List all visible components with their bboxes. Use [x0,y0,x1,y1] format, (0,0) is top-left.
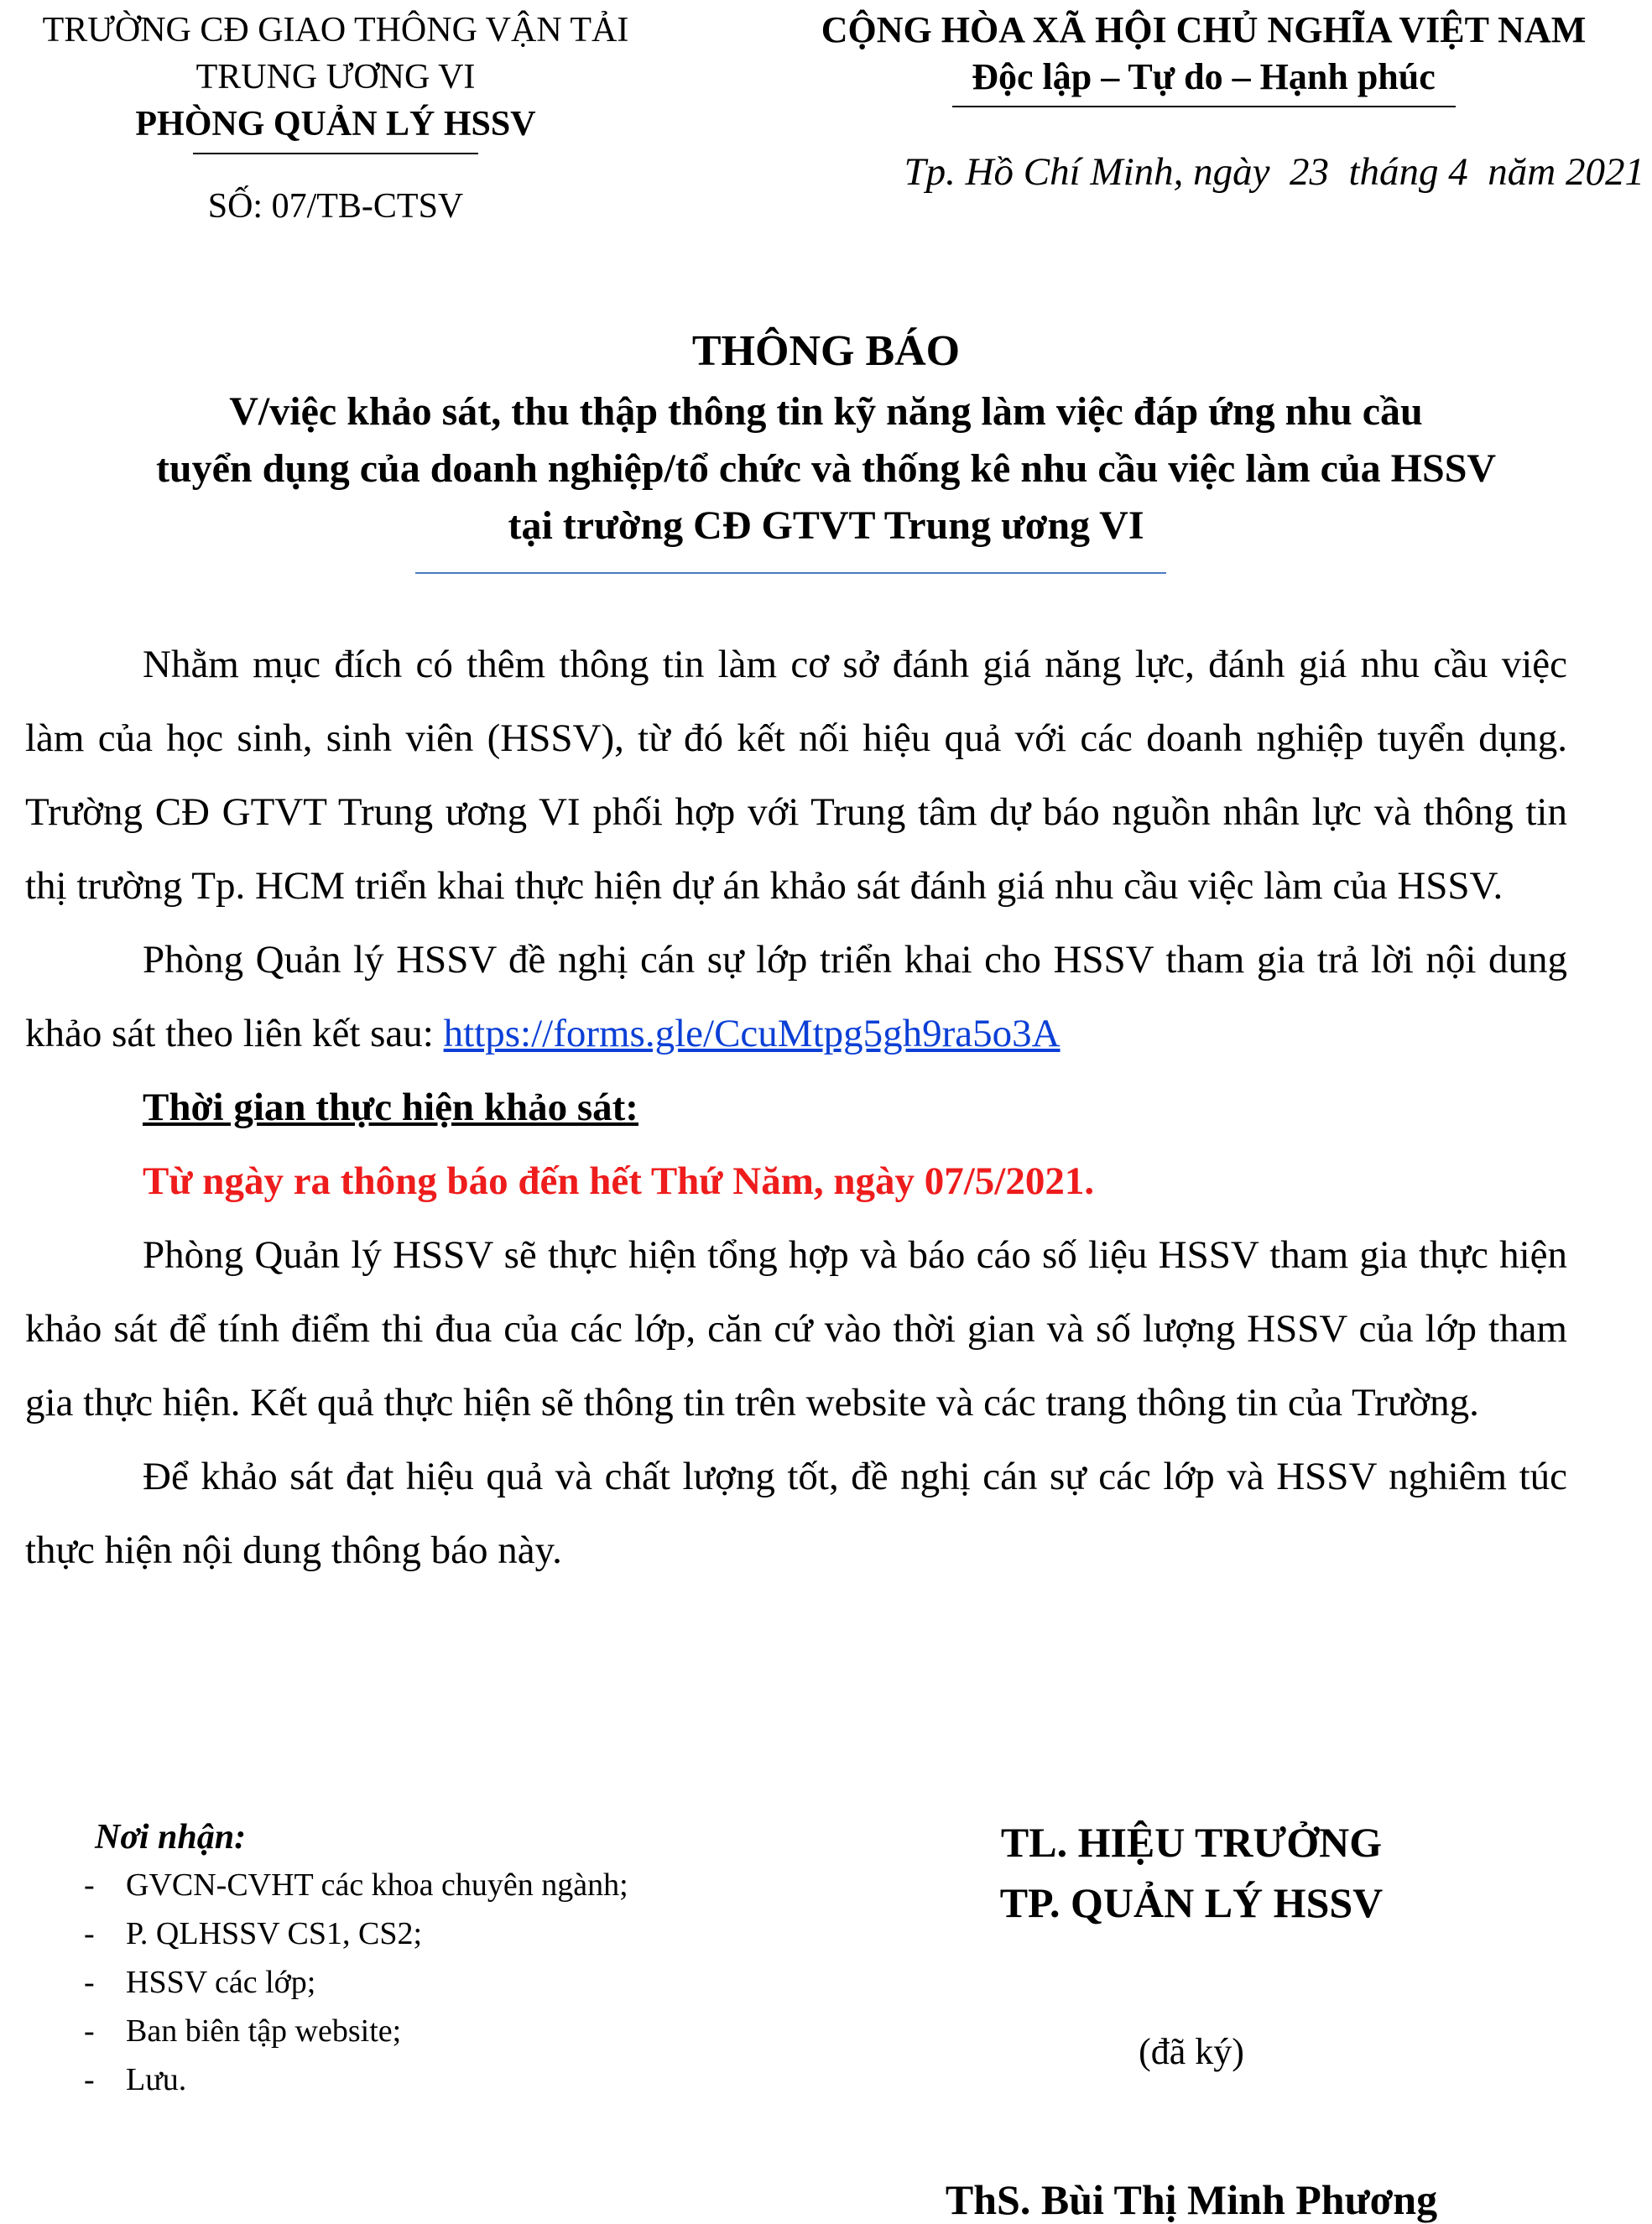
subject-line-2: tuyển dụng của doanh nghiệp/tổ chức và thống kê nhu cầu việc làm của HSSV [155,446,1497,491]
signed-status: (đã ký) [1139,2031,1244,2072]
signer-title: TP. QUẢN LÝ HSSV [999,1879,1384,1926]
recipient-item: - Ban biên tập website; [0,2007,755,2055]
paragraph-closing: Để khảo sát đạt hiệu quả và chất lượng tốt, đề nghị cán sự các lớp và HSSV nghiêm túc thực hiện nội dung thông báo này. [25,1455,1567,1572]
recipient-item: - P. QLHSSV CS1, CS2; [0,1909,755,1958]
title-divider [415,572,1166,574]
subject-line-1: V/việc khảo sát, thu thập thông tin kỹ năng làm việc đáp ứng nhu cầu [229,389,1423,434]
recipient-item: - Lưu. [0,2055,755,2104]
issuer-department: PHÒNG QUẢN LÝ HSSV [135,105,536,143]
recipient-item: - GVCN-CVHT các khoa chuyên ngành; [0,1861,755,1909]
time-label: Thời gian thực hiện khảo sát: [143,1086,638,1129]
list-dash: - [84,2013,95,2049]
issue-date: Tp. Hồ Chí Minh, ngày 23 tháng 4 năm 2021 [904,150,1644,194]
survey-link[interactable]: https://forms.gle/CcuMtpg5gh9ra5o3A [443,1012,1061,1055]
signature-block [839,1812,1544,2224]
list-dash: - [84,1916,95,1951]
list-dash: - [84,1867,95,1903]
issuer-underline [193,153,478,154]
time-label-row [25,1070,1567,1144]
signer-name: ThS. Bùi Thị Minh Phương [945,2176,1438,2223]
subject-line-3: tại trường CĐ GTVT Trung ương VI [508,503,1144,548]
list-dash: - [84,2062,95,2097]
list-dash: - [84,1965,95,2000]
paragraph-reporting: Phòng Quản lý HSSV sẽ thực hiện tổng hợp và báo cáo số liệu HSSV tham gia thực hiện khảo sát để tính điểm thi đua của các lớp, căn cứ vào thời gian và số lượng HSSV của lớp tham gia thực hiện. Kết quả thực hiện sẽ thông tin trên website và các trang thông tin của Trường. [25,1233,1567,1425]
motto-underline [952,106,1456,107]
request-text: Phòng Quản lý HSSV đề nghị cán sự lớp triển khai cho HSSV tham gia trả lời nội dung khảo sát theo liên kết sau: [25,938,1567,1055]
issuer-line-1: TRƯỜNG CĐ GIAO THÔNG VẬN TẢI [42,11,629,49]
recipients-block [0,1814,755,2104]
main-title: THÔNG BÁO [691,327,961,375]
title-block [0,323,1652,555]
document-body [25,628,1567,1587]
recipients-list [0,1861,755,2104]
national-title: CỘNG HÒA XÃ HỘI CHỦ NGHĨA VIỆT NAM [821,9,1587,50]
document-number: SỐ: 07/TB-CTSV [207,187,464,226]
paragraph-purpose: Nhằm mục đích có thêm thông tin làm cơ sở đánh giá năng lực, đánh giá nhu cầu việc làm của học sinh, sinh viên (HSSV), từ đó kết nối hiệu quả với các doanh nghiệp tuyển dụng. Trường CĐ GTVT Trung ương VI phối hợp với Trung tâm dự báo nguồn nhân lực và thông tin thị trường Tp. HCM triển khai thực hiện dự án khảo sát đánh giá nhu cầu việc làm của HSSV. [25,643,1567,908]
issuer-line-2: TRUNG ƯƠNG VI [195,58,476,96]
recipient-item: - HSSV các lớp; [0,1958,755,2007]
paragraph-request [25,923,1567,1070]
issuer-header [0,7,671,230]
signer-authority: TL. HIỆU TRƯỞNG [1000,1819,1383,1866]
national-motto: Độc lập – Tự do – Hạnh phúc [972,56,1436,97]
recipients-title: Nơi nhận: [95,1818,247,1857]
national-header [755,7,1652,107]
time-value: Từ ngày ra thông báo đến hết Thứ Năm, ngày 07/5/2021. [143,1159,1095,1203]
